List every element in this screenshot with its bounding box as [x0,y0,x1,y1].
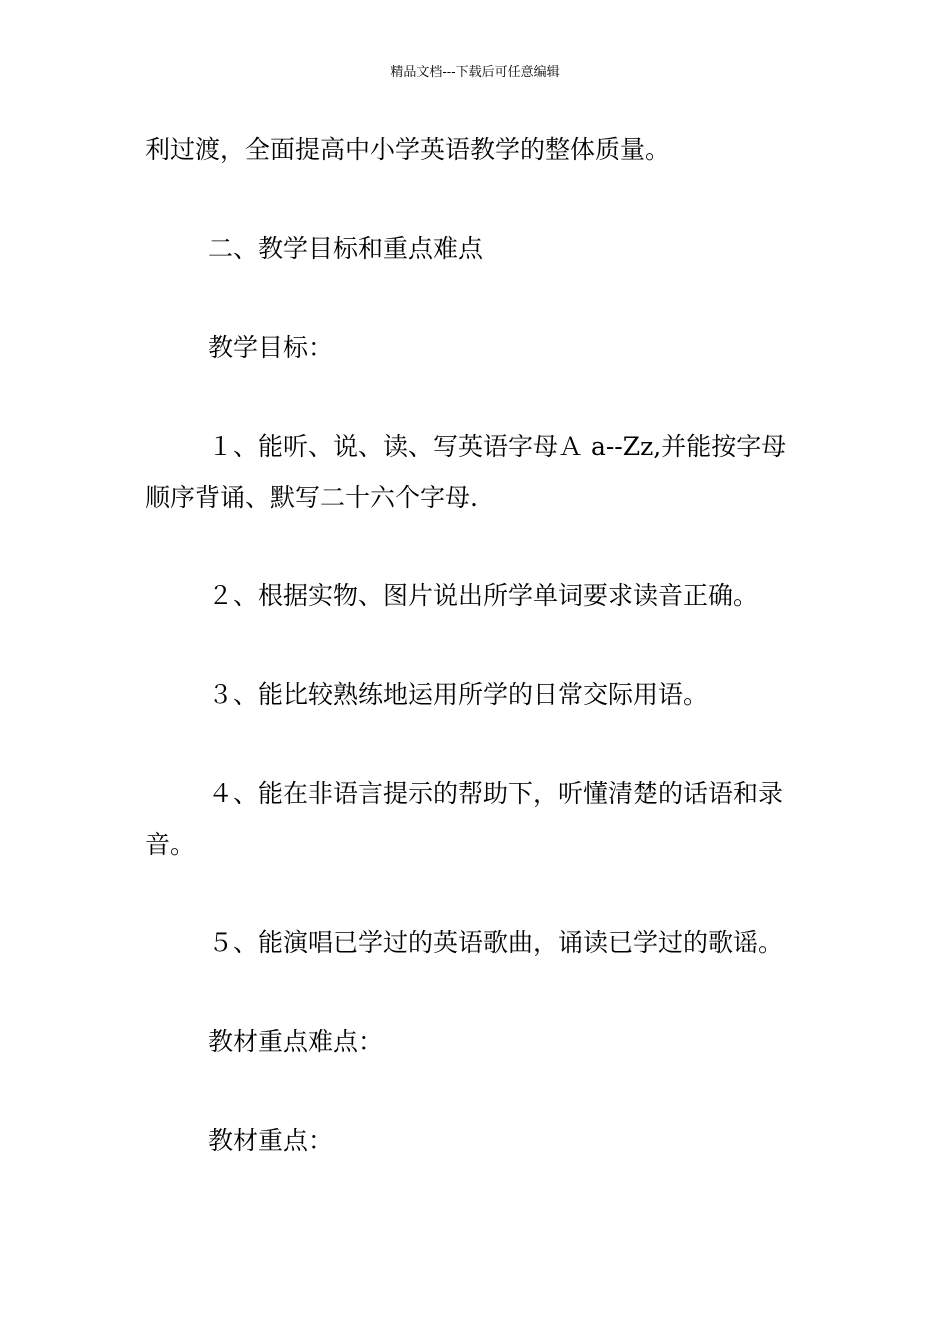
key-difficult-label: 教材重点难点： [208,1027,384,1056]
goal-2: ２、根据实物、图片说出所学单词要求读音正确。 [208,581,759,610]
goal-1-line-2: 顺序背诵、默写二十六个字母. [145,483,478,512]
page-header: 精品文档---下载后可任意编辑 [390,65,560,80]
goal-4-line-2: 音。 [145,830,196,859]
goals-label: 教学目标： [208,333,334,362]
goal-1-line-1: １、能听、说、读、写英语字母Ａ a--Zz,并能按字母 [208,432,787,461]
section-heading: 二、教学目标和重点难点 [208,234,484,263]
goal-3: ３、能比较熟练地运用所学的日常交际用语。 [208,680,709,709]
goal-4-line-1: ４、能在非语言提示的帮助下，听懂清楚的话语和录 [208,779,784,808]
paragraph-continuation: 利过渡，全面提高中小学英语教学的整体质量。 [145,135,671,164]
goal-5: ５、能演唱已学过的英语歌曲，诵读已学过的歌谣。 [208,928,784,957]
key-points-label: 教材重点： [208,1126,334,1155]
